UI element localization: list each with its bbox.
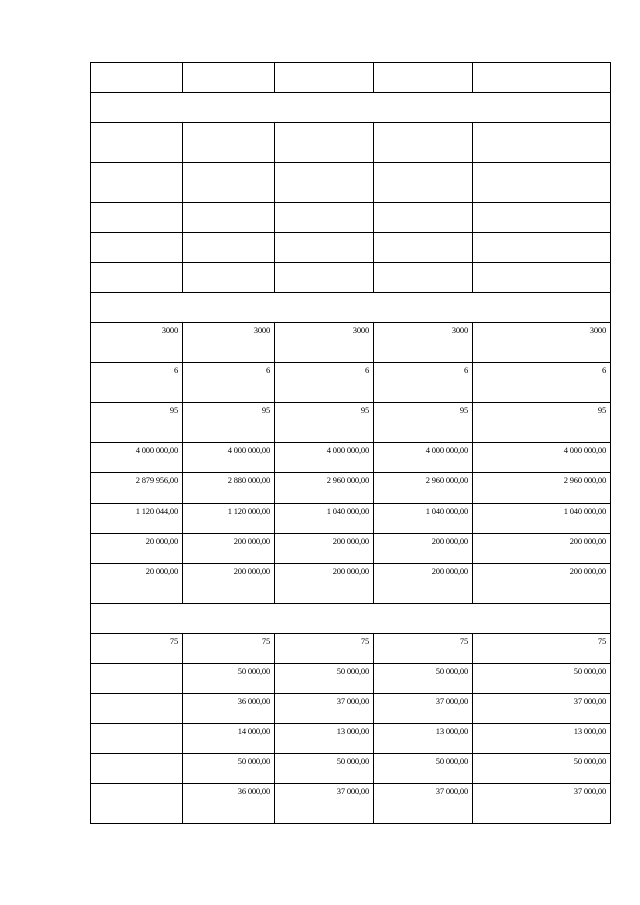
data-table [90, 62, 611, 824]
table-cell: 4 000 000,00 [275, 443, 374, 473]
table-cell [275, 163, 374, 203]
table-cell [473, 233, 611, 263]
table-cell: 3000 [183, 323, 275, 363]
table-row [91, 473, 611, 504]
table-cell: 75 [374, 634, 473, 664]
table-cell: 95 [473, 403, 611, 443]
table-cell: 13 000,00 [374, 724, 473, 754]
table-cell: 200 000,00 [374, 534, 473, 564]
table-cell: 200 000,00 [275, 564, 374, 604]
table-cell: 1 040 000,00 [473, 504, 611, 534]
table-row [91, 784, 611, 824]
table-cell: 20 000,00 [91, 564, 183, 604]
table-row [91, 724, 611, 754]
table-cell [473, 123, 611, 163]
table-cell [91, 123, 183, 163]
table-cell: 50 000,00 [473, 664, 611, 694]
table-cell [275, 233, 374, 263]
table-row [91, 163, 611, 203]
table-cell: 75 [183, 634, 275, 664]
table-cell: 200 000,00 [183, 564, 275, 604]
table-cell: 2 960 000,00 [473, 473, 611, 504]
table-cell [91, 724, 183, 754]
table-cell: 200 000,00 [473, 534, 611, 564]
table-cell [91, 664, 183, 694]
table-cell [91, 754, 183, 784]
table-row [91, 323, 611, 363]
table-cell: 13 000,00 [473, 724, 611, 754]
table-cell: 4 000 000,00 [183, 443, 275, 473]
table-cell [183, 123, 275, 163]
table-cell: 13 000,00 [275, 724, 374, 754]
table-cell: 4 000 000,00 [473, 443, 611, 473]
table-cell [473, 63, 611, 93]
table-cell [275, 63, 374, 93]
section-header-cell [91, 93, 611, 123]
table-row [91, 203, 611, 233]
table-cell: 2 960 000,00 [275, 473, 374, 504]
table-cell: 2 880 000,00 [183, 473, 275, 504]
table-row [91, 664, 611, 694]
table-cell: 20 000,00 [91, 534, 183, 564]
table-cell: 95 [374, 403, 473, 443]
table-cell: 200 000,00 [374, 564, 473, 604]
section-header-cell [91, 293, 611, 323]
table-cell: 50 000,00 [183, 754, 275, 784]
table-row [91, 504, 611, 534]
table-row [91, 634, 611, 664]
table-cell: 2 879 956,00 [91, 473, 183, 504]
table-row [91, 123, 611, 163]
section-row [91, 604, 611, 634]
table-cell: 4 000 000,00 [91, 443, 183, 473]
table-cell [183, 203, 275, 233]
table-cell [275, 123, 374, 163]
table-cell [91, 63, 183, 93]
table-cell [183, 263, 275, 293]
table-cell: 3000 [374, 323, 473, 363]
table-cell: 37 000,00 [374, 784, 473, 824]
table-cell: 6 [374, 363, 473, 403]
table-cell: 95 [183, 403, 275, 443]
table-row [91, 363, 611, 403]
table-cell: 50 000,00 [183, 664, 275, 694]
table-cell: 1 120 000,00 [183, 504, 275, 534]
table-cell: 14 000,00 [183, 724, 275, 754]
table-cell [275, 203, 374, 233]
table-cell: 95 [275, 403, 374, 443]
table-cell: 2 960 000,00 [374, 473, 473, 504]
table-cell: 3000 [275, 323, 374, 363]
table-cell [473, 203, 611, 233]
table-cell: 50 000,00 [275, 754, 374, 784]
table-cell [374, 203, 473, 233]
table-cell: 6 [91, 363, 183, 403]
section-row [91, 93, 611, 123]
table-cell: 1 040 000,00 [374, 504, 473, 534]
table-cell [91, 163, 183, 203]
table-cell [91, 784, 183, 824]
table-row [91, 754, 611, 784]
table-cell: 200 000,00 [183, 534, 275, 564]
table-cell: 37 000,00 [374, 694, 473, 724]
table-cell [183, 163, 275, 203]
table-cell: 6 [275, 363, 374, 403]
table-cell: 75 [91, 634, 183, 664]
table-cell [374, 63, 473, 93]
table-cell [473, 263, 611, 293]
section-row [91, 293, 611, 323]
table-cell: 37 000,00 [473, 694, 611, 724]
table-cell [374, 123, 473, 163]
table-cell: 200 000,00 [473, 564, 611, 604]
table-cell: 75 [275, 634, 374, 664]
table-cell: 36 000,00 [183, 694, 275, 724]
table-cell [91, 233, 183, 263]
table-cell [374, 263, 473, 293]
table-row [91, 564, 611, 604]
table-cell [91, 203, 183, 233]
table-cell: 6 [183, 363, 275, 403]
table-cell: 75 [473, 634, 611, 664]
table-cell: 37 000,00 [275, 694, 374, 724]
table-cell: 6 [473, 363, 611, 403]
table-cell: 50 000,00 [473, 754, 611, 784]
table-row [91, 403, 611, 443]
table-cell [183, 233, 275, 263]
table-cell [91, 694, 183, 724]
table-cell: 37 000,00 [275, 784, 374, 824]
table-cell: 200 000,00 [275, 534, 374, 564]
table-row [91, 534, 611, 564]
table-cell [183, 63, 275, 93]
table-cell [91, 263, 183, 293]
document-page [90, 62, 610, 824]
table-row [91, 63, 611, 93]
table-cell: 1 040 000,00 [275, 504, 374, 534]
table-cell: 36 000,00 [183, 784, 275, 824]
table-cell: 50 000,00 [374, 754, 473, 784]
table-cell: 3000 [473, 323, 611, 363]
table-cell: 3000 [91, 323, 183, 363]
table-cell [275, 263, 374, 293]
table-cell: 37 000,00 [473, 784, 611, 824]
table-cell: 50 000,00 [374, 664, 473, 694]
table-cell [473, 163, 611, 203]
table-cell: 4 000 000,00 [374, 443, 473, 473]
table-cell [374, 233, 473, 263]
table-row [91, 443, 611, 473]
section-header-cell [91, 604, 611, 634]
table-row [91, 263, 611, 293]
table-row [91, 694, 611, 724]
table-cell: 1 120 044,00 [91, 504, 183, 534]
table-row [91, 233, 611, 263]
table-cell: 50 000,00 [275, 664, 374, 694]
table-cell [374, 163, 473, 203]
table-cell: 95 [91, 403, 183, 443]
